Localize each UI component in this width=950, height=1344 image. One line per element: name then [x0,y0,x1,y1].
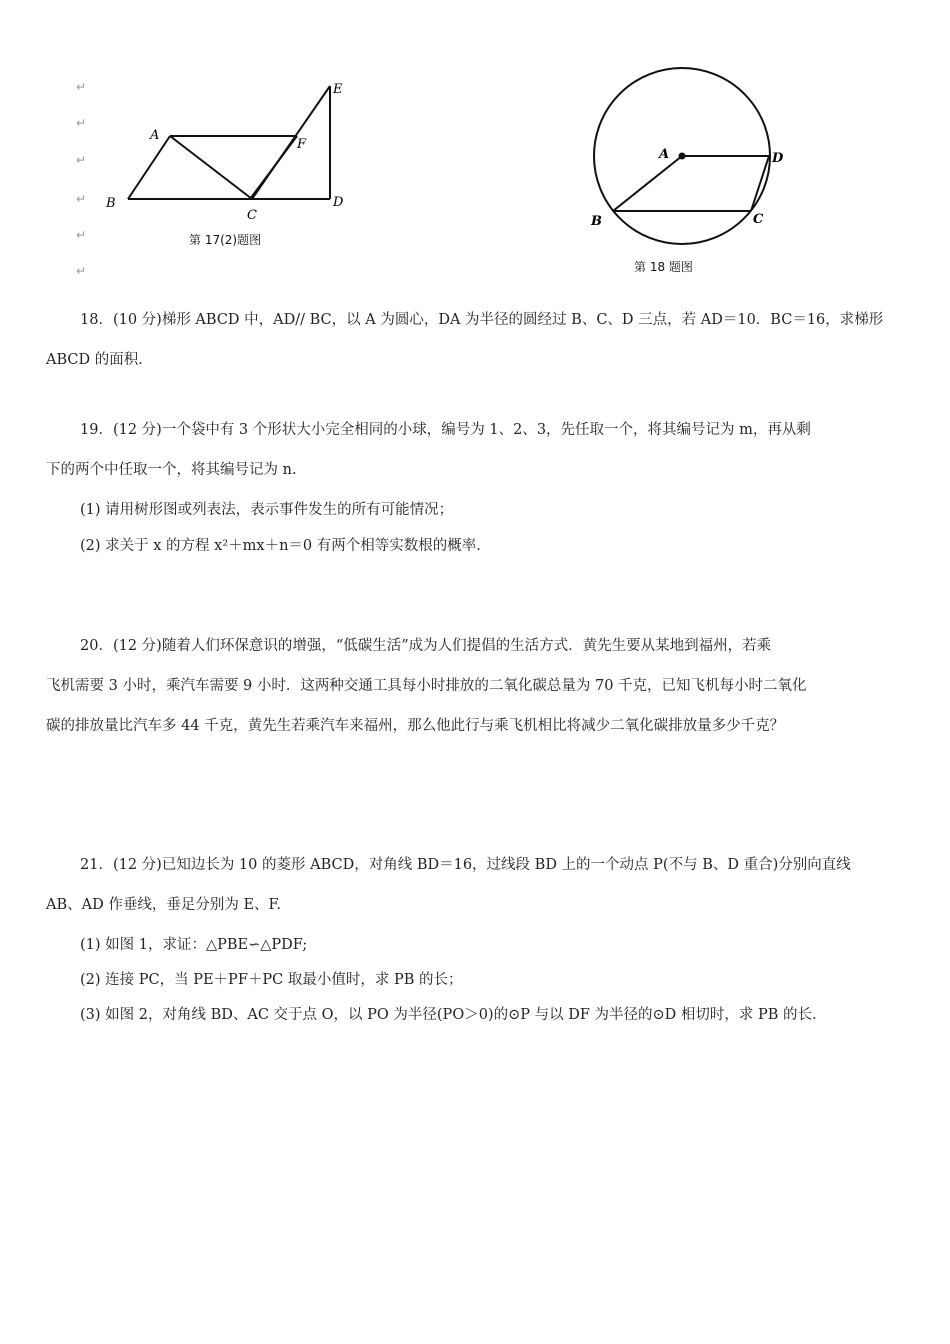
paragraph-mark: ↵ [76,116,87,130]
figure-17-caption: 第 17(2)题图 [189,233,262,247]
label-A: A [659,147,670,162]
paragraph-mark: ↵ [76,153,87,167]
question-19-line-1: 19．(12 分)一个袋中有 3 个形状大小完全相同的小球，编号为 1、2、3，先任取一个，将其编号记为 m，再从剩 [80,422,811,438]
figure-18-diagram [585,58,805,278]
label-D: D [772,151,784,166]
question-18-line-1: 18．(10 分)梯形 ABCD 中，AD// BC，以 A 为圆心，DA 为半径的圆经过 B、C、D 三点，若 AD＝10．BC＝16，求梯形 [80,312,884,328]
figure-18 [585,58,805,278]
paragraph-mark: ↵ [76,192,87,206]
segment-BA [128,136,170,199]
question-19-line-2: 下的两个中任取一个，将其编号记为 n. [46,462,297,478]
question-19-part-2: (2) 求关于 x 的方程 x²＋mx＋n＝0 有两个相等实数根的概率. [80,538,481,554]
label-B: B [106,196,116,211]
label-F: F [297,137,307,152]
paragraph-mark: ↵ [76,80,87,94]
label-D: D [333,195,344,210]
label-E: E [333,82,343,97]
question-19-part-1: (1) 请用树形图或列表法，表示事件发生的所有可能情况； [80,502,454,518]
question-21-part-3: (3) 如图 2，对角线 BD、AC 交于点 O，以 PO 为半径(PO＞0)的⊙P 与以 DF 为半径的⊙D 相切时，求 PB 的长. [80,1007,817,1023]
label-A: A [150,128,160,143]
question-20-line-3: 碳的排放量比汽车多 44 千克，黄先生若乘汽车来福州，那么他此行与乘飞机相比将减少二氧化碳排放量多少千克？ [46,718,785,734]
question-20-line-2: 飞机需要 3 小时，乘汽车需要 9 小时．这两种交通工具每小时排放的二氧化碳总量为 70 千克，已知飞机每小时二氧化 [46,678,807,694]
label-B: B [591,214,602,229]
segment-AB [613,156,682,211]
question-21-line-1: 21．(12 分)已知边长为 10 的菱形 ABCD，对角线 BD＝16，过线段 BD 上的一个动点 P(不与 B、D 重合)分别向直线 [80,857,851,873]
question-21-line-2: AB、AD 作垂线，垂足分别为 E、F. [46,897,281,913]
center-point-A [679,153,686,160]
paragraph-mark: ↵ [76,228,87,242]
question-21-part-1: (1) 如图 1，求证：△PBE∽△PDF; [80,937,308,953]
figure-18-caption: 第 18 题图 [634,260,693,274]
segment-CE [252,86,330,199]
paragraph-mark: ↵ [76,264,87,278]
question-20-line-1: 20．(12 分)随着人们环保意识的增强，“低碳生活”成为人们提倡的生活方式．黄先生要从某地到福州，若乘 [80,638,772,654]
figure-17-2 [100,78,360,248]
segment-AC [170,136,252,199]
figure-17-2-diagram [100,78,360,248]
question-18-line-2: ABCD 的面积． [46,352,153,368]
label-C: C [247,208,257,223]
question-21-part-2: (2) 连接 PC，当 PE＋PF＋PC 取最小值时，求 PB 的长； [80,972,463,988]
label-C: C [753,212,764,227]
